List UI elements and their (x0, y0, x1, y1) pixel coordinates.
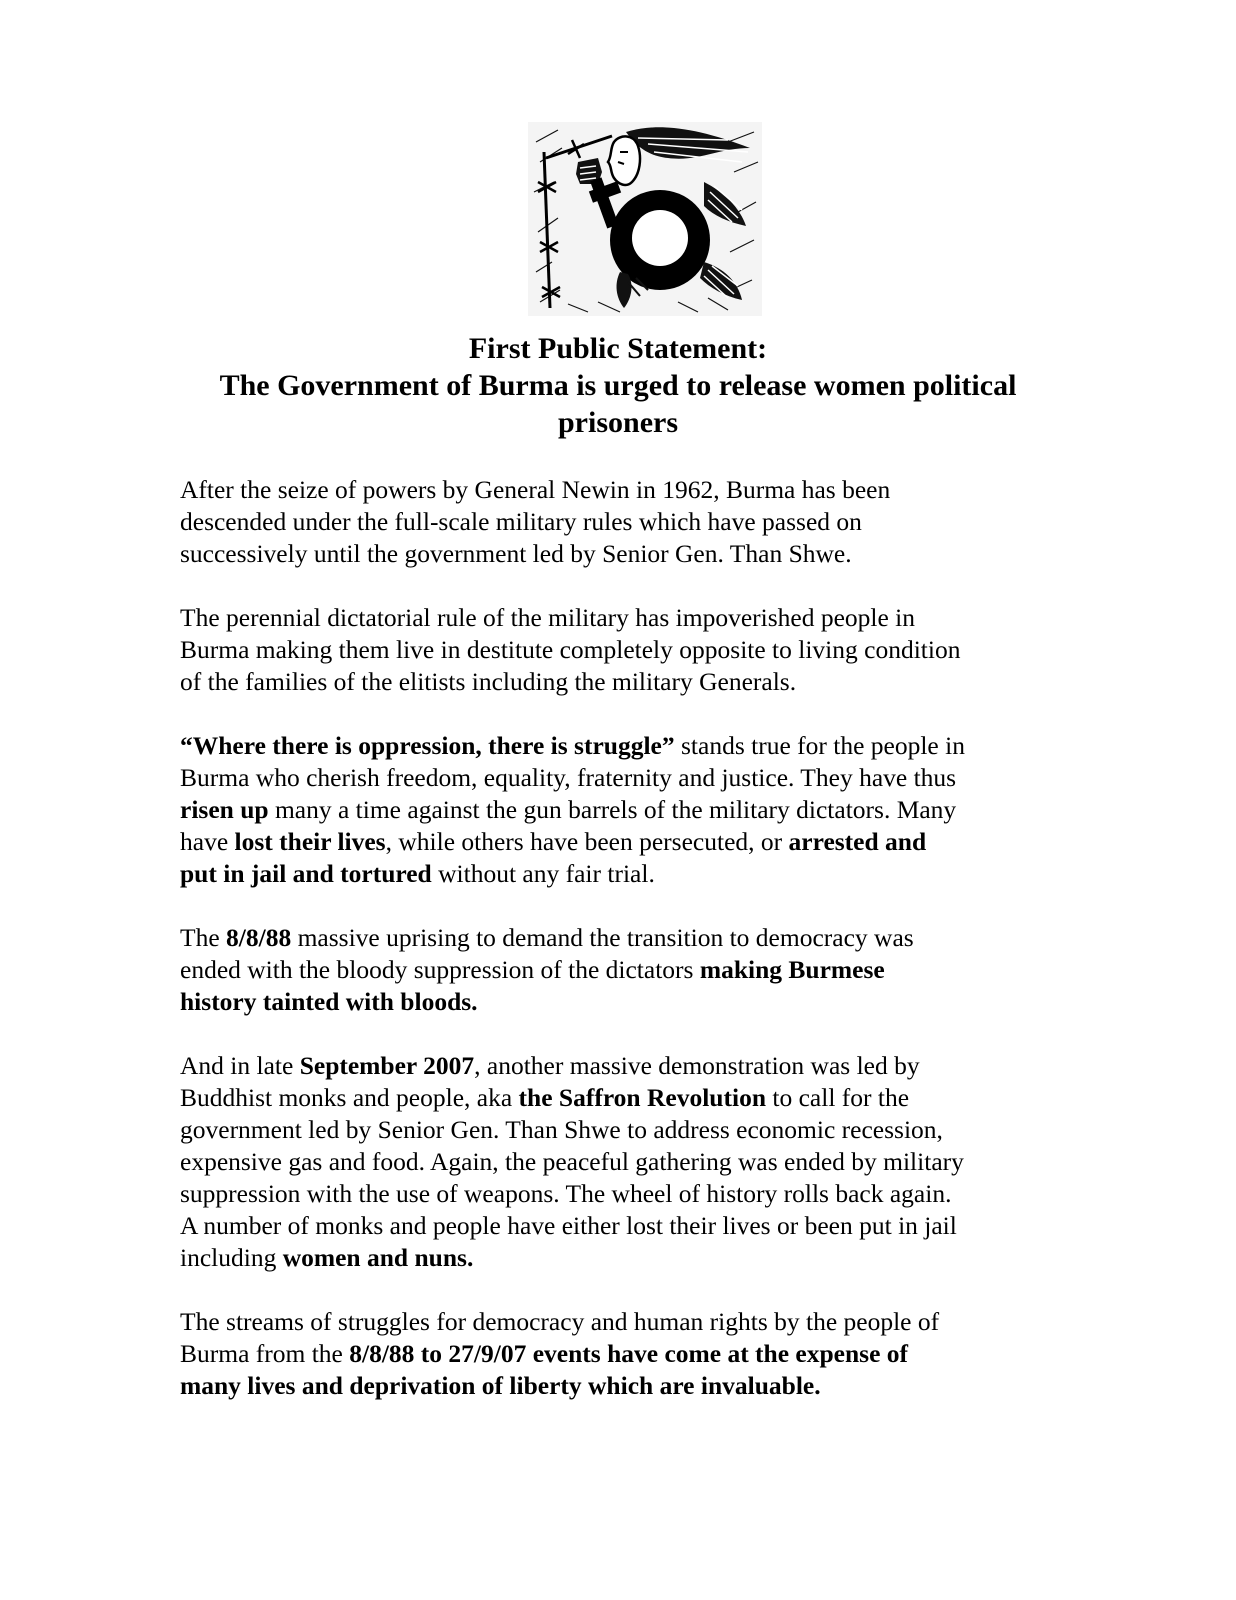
paragraph-1 (180, 474, 1060, 570)
text-line: of the families of the elitists including the military Generals. (180, 667, 797, 696)
title-line-1: First Public Statement: (468, 332, 768, 365)
quote-emphasis: “Where there is oppression, there is struggle” (180, 731, 675, 760)
paragraph-2 (180, 602, 1060, 698)
text-line: After the seize of powers by General Newin in 1962, Burma has been (180, 475, 891, 504)
text-line: A number of monks and people have either lost their lives or been put in jail (180, 1211, 957, 1240)
text-line: government led by Senior Gen. Than Shwe to address economic recession, (180, 1115, 943, 1144)
text-segment: The (180, 923, 227, 952)
emphasis: 8/8/88 to 27/9/07 events have come at the expense of (349, 1339, 909, 1368)
text-line: Burma who cherish freedom, equality, fraternity and justice. They have thus (180, 763, 957, 792)
text-line (180, 954, 1060, 986)
title-line-3: prisoners (558, 406, 678, 439)
page-title (150, 330, 1086, 441)
text-line: suppression with the use of weapons. The wheel of history rolls back again. (180, 1179, 952, 1208)
text-line (180, 1050, 1060, 1082)
text-line: Burma making them live in destitute completely opposite to living condition (180, 635, 961, 664)
text-line: expensive gas and food. Again, the peaceful gathering was ended by military (180, 1147, 964, 1176)
text-line (180, 986, 1060, 1018)
emphasis: September 2007 (299, 1051, 475, 1080)
text-line (180, 794, 1060, 826)
emphasis: the Saffron Revolution (518, 1083, 767, 1112)
text-segment: stands true for the people in (674, 731, 965, 760)
text-segment: including (180, 1243, 283, 1272)
text-segment: have (180, 827, 235, 856)
text-segment: Burma from the (180, 1339, 350, 1368)
emphasis: put in jail and tortured (180, 859, 432, 888)
text-segment: ended with the bloody suppression of the dictators (180, 955, 700, 984)
emphasis: many lives and deprivation of liberty which are invaluable. (180, 1371, 821, 1400)
emphasis: lost their lives (234, 827, 386, 856)
emphasis: risen up (180, 795, 269, 824)
text-segment: , while others have been persecuted, or (385, 827, 789, 856)
text-line: The perennial dictatorial rule of the military has impoverished people in (180, 603, 916, 632)
text-segment: And in late (180, 1051, 300, 1080)
paragraph-4 (180, 922, 1060, 1018)
text-line (180, 730, 1060, 762)
text-line (180, 1370, 1060, 1402)
text-line (180, 1242, 1060, 1274)
woman-symbol-woodcut-icon (528, 122, 762, 316)
text-segment: many a time against the gun barrels of the military dictators. Many (268, 795, 957, 824)
emphasis: arrested and (788, 827, 927, 856)
text-line (180, 858, 1060, 890)
text-line (180, 1082, 1060, 1114)
text-segment: massive uprising to demand the transition to democracy was (291, 923, 914, 952)
text-line: successively until the government led by Senior Gen. Than Shwe. (180, 539, 852, 568)
paragraph-6 (180, 1306, 1060, 1402)
text-line: descended under the full-scale military rules which have passed on (180, 507, 862, 536)
emphasis: history tainted with bloods. (180, 987, 478, 1016)
text-line (180, 1338, 1060, 1370)
emphasis: women and nuns. (282, 1243, 474, 1272)
paragraph-5 (180, 1050, 1060, 1274)
emphasis: making Burmese (699, 955, 885, 984)
text-segment: Buddhist monks and people, aka (180, 1083, 519, 1112)
text-segment: to call for the (766, 1083, 910, 1112)
text-segment: without any fair trial. (431, 859, 655, 888)
text-line (180, 826, 1060, 858)
text-line: The streams of struggles for democracy and human rights by the people of (180, 1307, 940, 1336)
title-line-2: The Government of Burma is urged to release women political (219, 369, 1017, 402)
text-segment: , another massive demonstration was led by (474, 1051, 920, 1080)
paragraph-3 (180, 730, 1060, 890)
statement-body (180, 474, 1060, 1434)
emphasis: 8/8/88 (226, 923, 292, 952)
text-line (180, 922, 1060, 954)
